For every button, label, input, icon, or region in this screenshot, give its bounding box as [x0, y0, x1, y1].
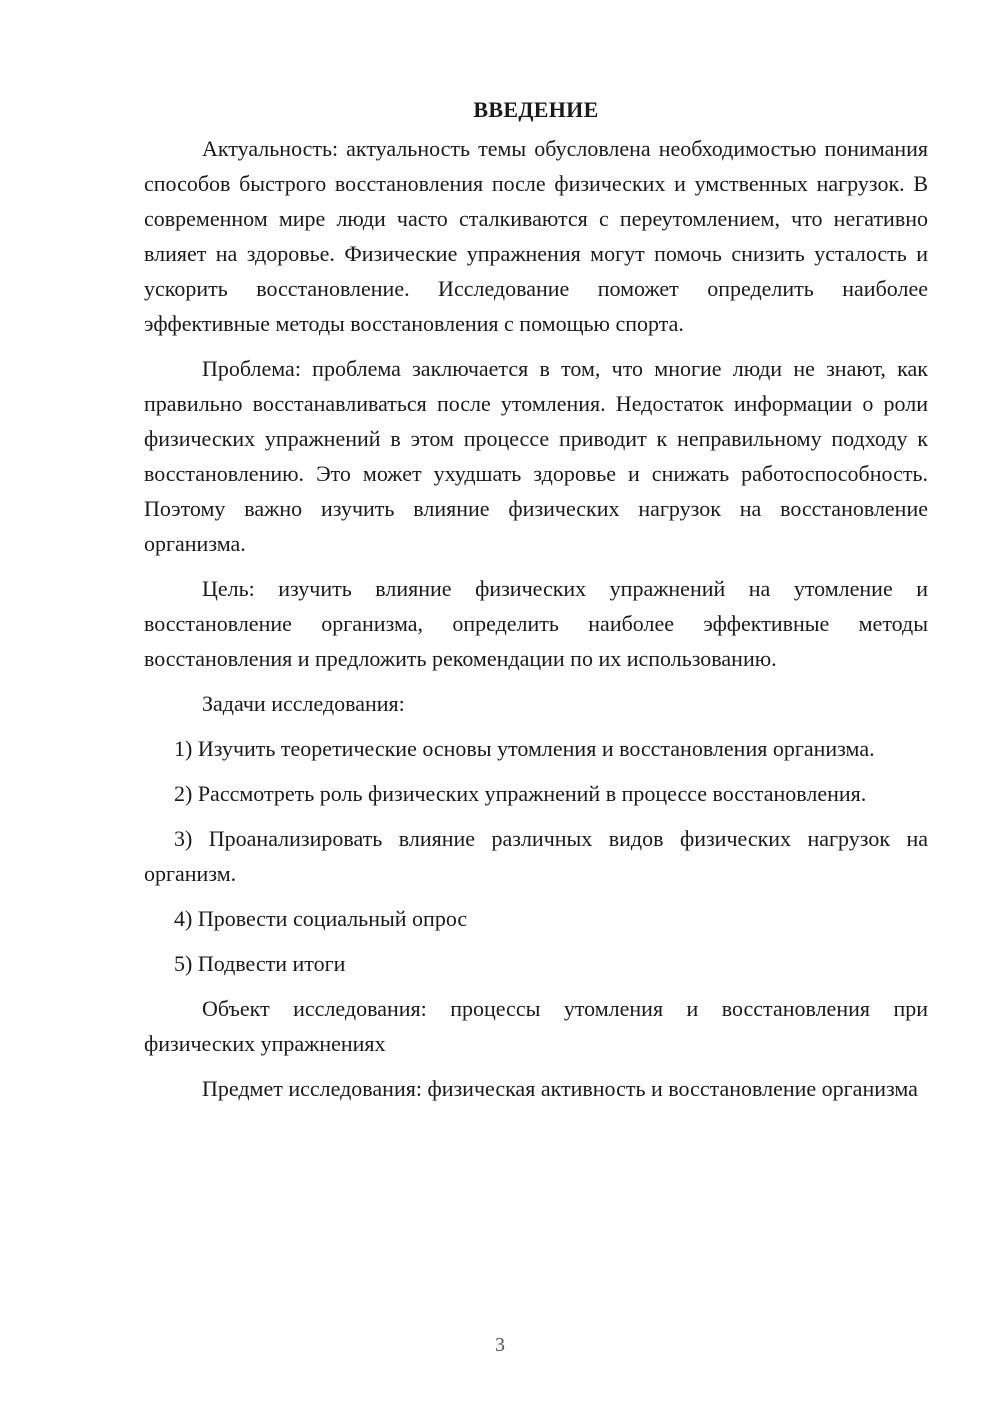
task-item-1: 1) Изучить теоретические основы утомления и восстановления организма.	[174, 736, 875, 761]
paragraph-problem: Проблема: проблема заключается в том, что многие люди не знают, как правильно восстанавливаться после утомления. Недостаток информации о роли физических упражнений в этом процессе приводит к неправильному подходу к восстановлению. Это может ухудшать здоровье и снижать работоспособность. Поэтому важно изучить влияние физических нагрузок на восстановление организма.	[144, 356, 928, 556]
paragraph-subject: Предмет исследования: физическая активность и восстановление организма	[202, 1076, 918, 1101]
paragraph-goal: Цель: изучить влияние физических упражнений на утомление и восстановление организма, определить наиболее эффективные методы восстановления и предложить рекомендации по их использованию.	[144, 576, 928, 671]
task-item-3: 3) Проанализировать влияние различных видов физических нагрузок на организм.	[144, 826, 928, 886]
paragraph-relevance: Актуальность: актуальность темы обусловлена необходимостью понимания способов быстрого восстановления после физических и умственных нагрузок. В современном мире люди часто сталкиваются с переутомлением, что негативно влияет на здоровье. Физические упражнения могут помочь снизить усталость и ускорить восстановление. Исследование поможет определить наиболее эффективные методы восстановления с помощью спорта.	[144, 136, 928, 336]
page-number: 3	[495, 1334, 505, 1356]
page-content	[144, 95, 928, 1116]
paragraph-object: Объект исследования: процессы утомления и восстановления при физических упражнениях	[144, 996, 928, 1056]
paragraph-tasks-heading: Задачи исследования:	[202, 691, 405, 716]
task-item-5: 5) Подвести итоги	[174, 951, 346, 976]
task-item-2: 2) Рассмотреть роль физических упражнений в процессе восстановления.	[174, 781, 867, 806]
page-title: ВВЕДЕНИЕ	[473, 97, 599, 122]
task-item-4: 4) Провести социальный опрос	[174, 906, 468, 931]
